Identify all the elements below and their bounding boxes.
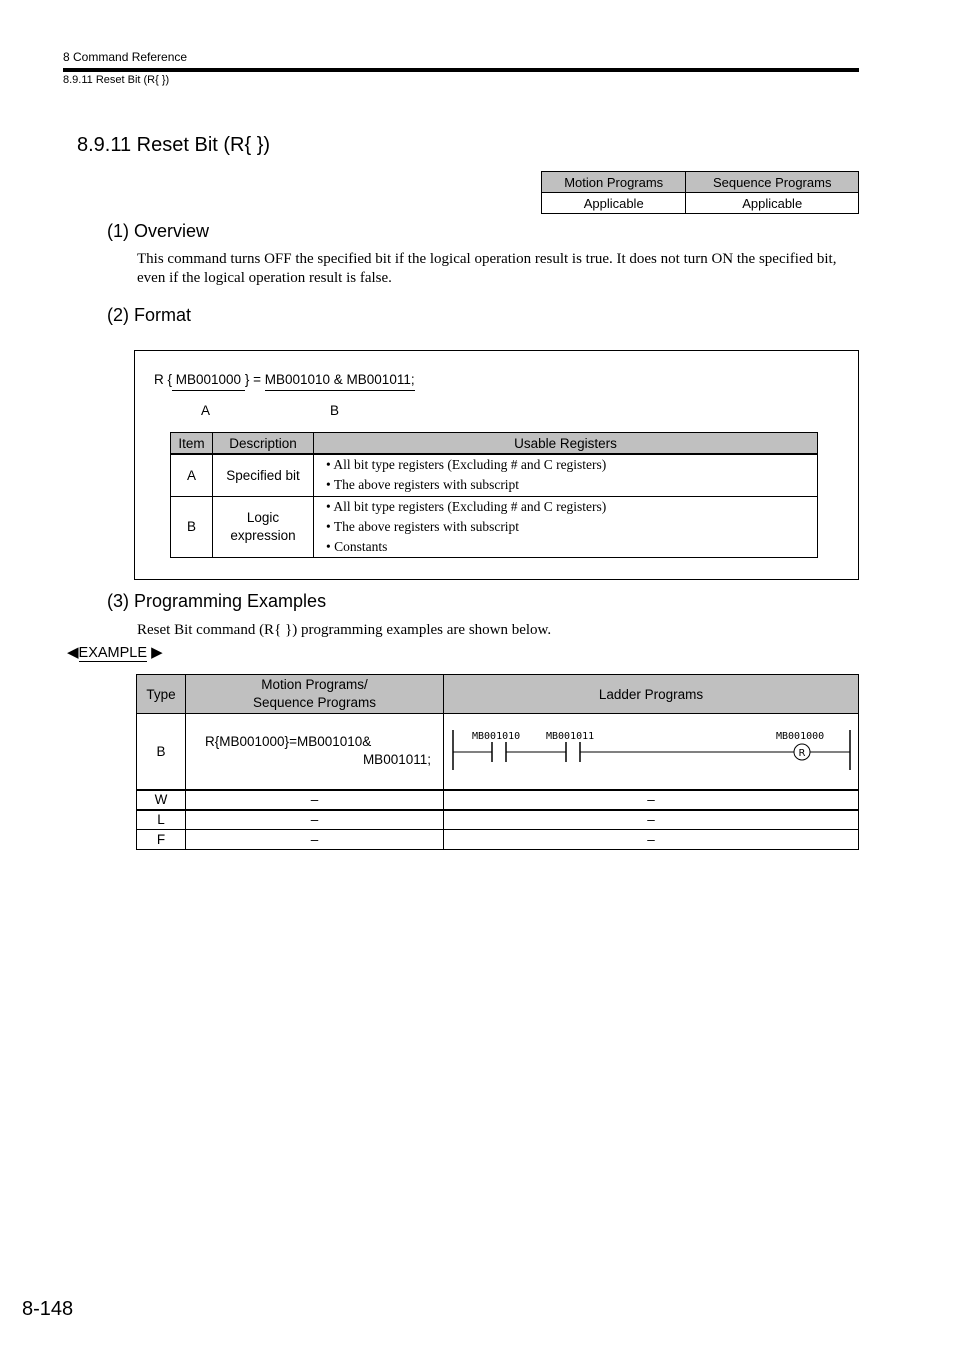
applicability-value-motion: Applicable [542,193,686,214]
examples-table [136,674,859,850]
running-header-chapter: 8 Command Reference [63,50,188,64]
format-header-description: Description [213,433,314,455]
example-row-l-type: L [137,810,186,830]
description-line: expression [230,527,296,543]
examples-header-type: Type [137,675,186,714]
header-rule [63,68,859,72]
left-triangle-icon: ◀ [67,644,79,661]
format-row-a-registers [314,454,818,496]
format-row-b-description [213,496,314,557]
example-row-w-ladder: – [444,790,859,810]
format-code [154,372,415,387]
coil-label: MB001000 [776,731,825,742]
examples-intro: Reset Bit command (R{ }) programming examples are shown below. [137,622,552,638]
format-code-prefix: R { [154,372,173,387]
example-row-b-type: B [137,714,186,790]
format-row-b-registers [314,496,818,557]
example-row-w-motion: – [186,790,444,810]
format-row-a-description: Specified bit [213,454,314,496]
example-row-f-motion: – [186,830,444,850]
format-header-registers: Usable Registers [314,433,818,455]
example-row-f-ladder: – [444,830,859,850]
format-operand-b: MB001010 & MB001011; [265,372,415,391]
header-line: Sequence Programs [252,695,377,710]
register-line: • All bit type registers (Excluding # and C registers) [326,498,607,514]
format-row-a-item: A [171,454,213,496]
applicability-value-sequence: Applicable [686,193,859,214]
register-line: • All bit type registers (Excluding # and C registers) [326,457,607,473]
overview-text: This command turns OFF the specified bit if the logical operation result is true. It does not turn ON the specified bit, even if the logical operation result is false. [137,251,837,286]
applicability-header-sequence: Sequence Programs [686,172,859,193]
example-row-f-type: F [137,830,186,850]
example-label: EXAMPLE [78,645,148,661]
contact2-label: MB001011 [546,731,595,742]
format-label-b: B [330,403,340,418]
example-marker [67,643,163,661]
code-line: R{MB001000}=MB001010& [205,734,372,750]
format-label-a: A [201,403,211,418]
format-heading: (2) Format [107,305,192,325]
running-header-section: 8.9.11 Reset Bit (R{ }) [63,74,170,86]
examples-header-motion [186,675,444,714]
section-title: 8.9.11 Reset Bit (R{ }) [77,134,271,156]
page-number: 8-148 [22,1298,74,1320]
example-row-l-motion: – [186,810,444,830]
examples-header-ladder: Ladder Programs [444,675,859,714]
applicability-header-motion: Motion Programs [542,172,686,193]
code-line: MB001011; [362,752,431,768]
right-triangle-icon: ▶ [151,644,163,661]
format-table [170,432,818,558]
overview-heading: (1) Overview [107,221,210,241]
format-header-item: Item [171,433,213,455]
format-code-mid: } = [244,372,265,387]
applicability-table [541,171,859,214]
register-line: • The above registers with subscript [326,477,520,493]
description-line: Logic [246,509,280,525]
ladder-diagram [444,714,858,788]
contact1-label: MB001010 [472,731,521,742]
example-row-b-motion [186,714,444,790]
register-line: • The above registers with subscript [326,518,520,534]
format-row-b-item: B [171,496,213,557]
examples-heading: (3) Programming Examples [107,591,327,611]
format-operand-a: MB001000 [172,372,245,391]
example-row-l-ladder: – [444,810,859,830]
example-row-w-type: W [137,790,186,810]
header-line: Motion Programs/ [261,677,368,692]
register-line: • Constants [326,538,388,554]
example-row-b-ladder [444,714,859,790]
coil-symbol: R [798,748,806,759]
